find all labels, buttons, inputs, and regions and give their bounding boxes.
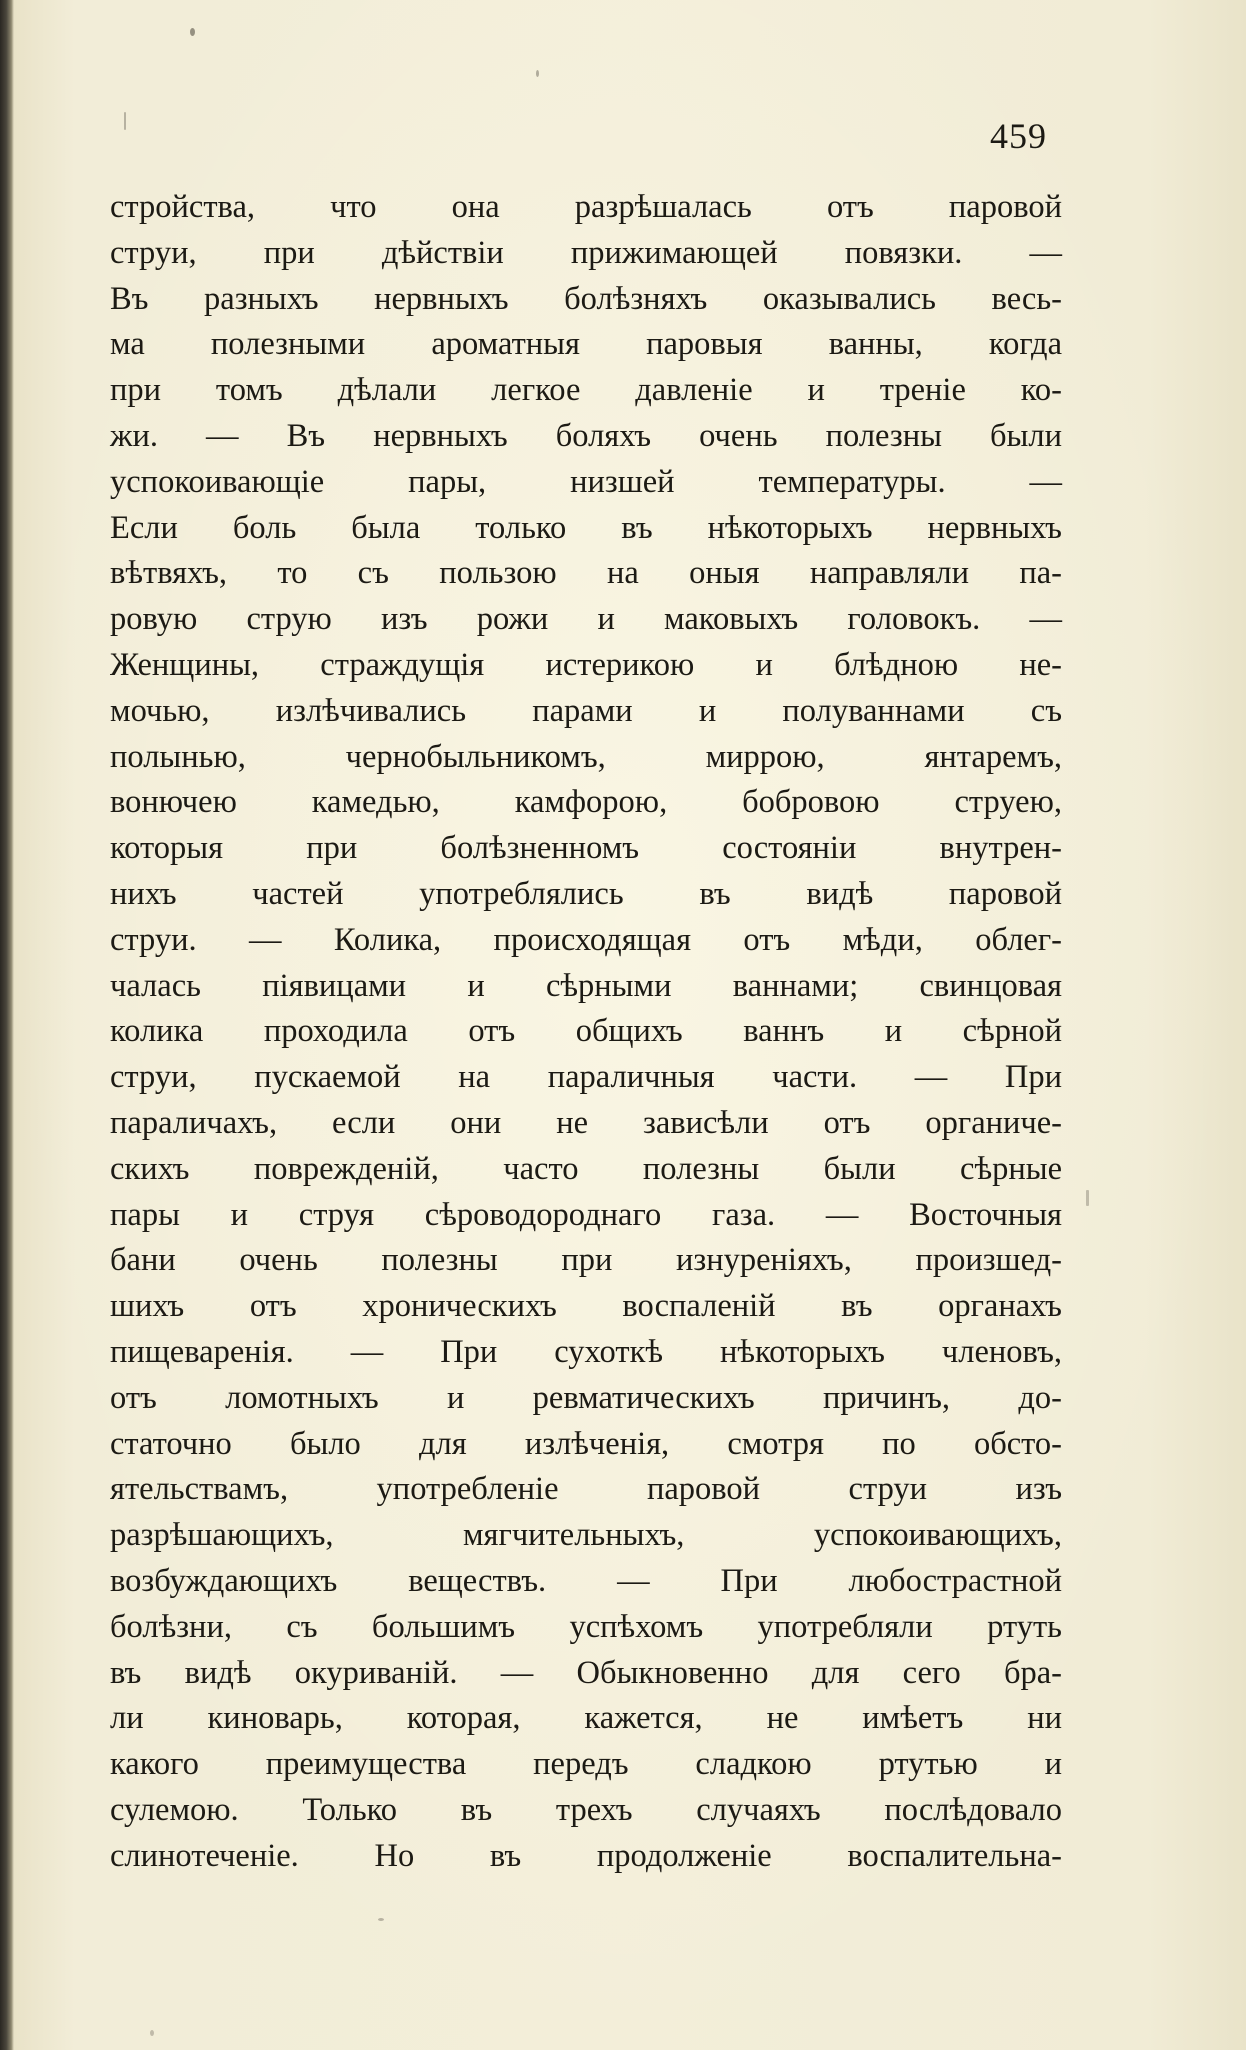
text-line: скихъ поврежденій, часто полезны были сѣрные [110, 1150, 1062, 1187]
text-line: колика проходила отъ общихъ ваннъ и сѣрной [110, 1013, 1062, 1050]
paper-speck [536, 70, 539, 77]
text-line: болѣзни, съ большимъ успѣхомъ употребляли ртуть [110, 1608, 1062, 1645]
paper-speck [124, 112, 126, 130]
text-line: мочью, излѣчивались парами и полуваннами съ [110, 692, 1062, 729]
text-line: ровую струю изъ рожи и маковыхъ головокъ. — [110, 601, 1062, 638]
text-line: отъ ломотныхъ и ревматическихъ причинъ, до- [110, 1379, 1062, 1416]
paper-speck [378, 1918, 384, 1921]
text-line: при томъ дѣлали легкое давленіе и треніе ко- [110, 372, 1062, 409]
body-text [110, 185, 1062, 1879]
text-line: вонючею камедью, камфорою, бобровою струею, [110, 784, 1062, 821]
text-line: пищеваренія. — При сухоткѣ нѣкоторыхъ членовъ, [110, 1333, 1062, 1370]
text-line: возбуждающихъ веществъ. — При любострастной [110, 1562, 1062, 1599]
text-line: ятельствамъ, употребленіе паровой струи изъ [110, 1471, 1062, 1508]
text-line: сулемою. Только въ трехъ случаяхъ послѣдовало [110, 1791, 1062, 1828]
text-line: бани очень полезны при изнуреніяхъ, произшед- [110, 1242, 1062, 1279]
page-number: 459 [990, 116, 1047, 156]
text-line: полынью, чернобыльникомъ, миррою, янтаремъ, [110, 738, 1062, 775]
paper-speck [190, 28, 195, 36]
text-line: Въ разныхъ нервныхъ болѣзняхъ оказывались весь- [110, 280, 1062, 317]
text-line: какого преимущества передъ сладкою ртутью и [110, 1746, 1062, 1783]
text-line: нихъ частей употреблялись въ видѣ паровой [110, 875, 1062, 912]
text-line: жи. — Въ нервныхъ боляхъ очень полезны были [110, 417, 1062, 454]
paper-speck [150, 2030, 154, 2036]
book-binding-edge [0, 0, 14, 2050]
text-line: которыя при болѣзненномъ состояніи внутрен- [110, 830, 1062, 867]
text-line: Если боль была только въ нѣкоторыхъ нервныхъ [110, 509, 1062, 546]
text-line: стройства, что она разрѣшалась отъ паровой [110, 189, 1062, 225]
text-line: параличахъ, если они не зависѣли отъ органиче- [110, 1104, 1062, 1141]
text-line: пары и струя сѣроводороднаго газа. — Восточныя [110, 1196, 1062, 1233]
text-line: успокоивающіе пары, низшей температуры. — [110, 463, 1062, 500]
text-line: въ видѣ окуриваній. — Обыкновенно для сего бра- [110, 1654, 1062, 1691]
text-line: ли киноварь, которая, кажется, не имѣетъ ни [110, 1700, 1062, 1737]
text-line: статочно было для излѣченія, смотря по обсто- [110, 1425, 1062, 1462]
text-line: шихъ отъ хроническихъ воспаленій въ органахъ [110, 1288, 1062, 1325]
text-line: струи, при дѣйствіи прижимающей повязки. — [110, 234, 1062, 271]
text-line: струи, пускаемой на параличныя части. — При [110, 1059, 1062, 1096]
paper-speck [1086, 1190, 1089, 1206]
text-line: слинотеченіе. Но въ продолженіе воспалительна- [110, 1837, 1062, 1874]
text-line: Женщины, страждущія истерикою и блѣдною не- [110, 646, 1062, 683]
text-line: чалась піявицами и сѣрными ваннами; свинцовая [110, 967, 1062, 1004]
text-line: ма полезными ароматныя паровыя ванны, когда [110, 326, 1062, 363]
text-line: разрѣшающихъ, мягчительныхъ, успокоивающихъ, [110, 1517, 1062, 1554]
text-line: струи. — Колика, происходящая отъ мѣди, облег- [110, 921, 1062, 958]
text-line: вѣтвяхъ, то съ пользою на оныя направляли па- [110, 555, 1062, 592]
